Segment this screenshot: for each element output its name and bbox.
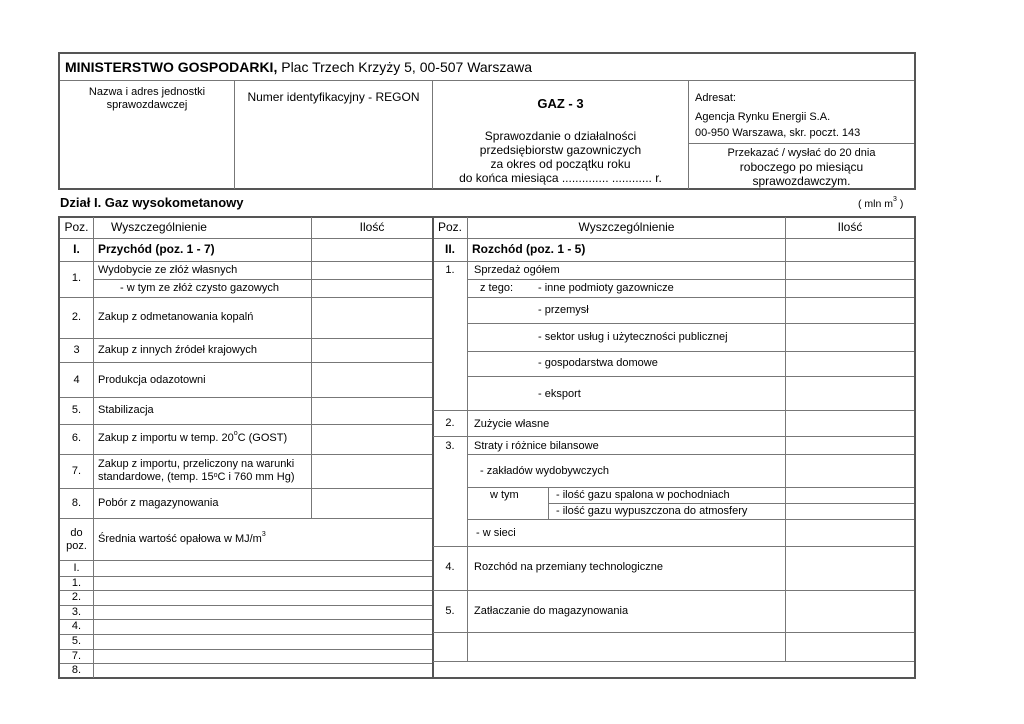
qty-input-income-2[interactable] — [312, 298, 432, 338]
row7-degree: o — [213, 472, 218, 479]
ministry-address: Plac Trzech Krzyży 5, 00-507 Warszawa — [277, 59, 533, 75]
row5-label: Stabilizacja — [98, 404, 154, 416]
row6-degree: o — [233, 430, 238, 437]
r3-wtym-label: w tym — [490, 489, 519, 501]
r1-num: 1. — [445, 264, 455, 276]
calorific-value-input[interactable] — [94, 576, 432, 590]
calorific-row-num: 4. — [71, 620, 82, 633]
left-col-spec-header: Wyszczególnienie — [111, 220, 207, 234]
calorific-value-input[interactable] — [94, 634, 432, 648]
report-line1: Sprawozdanie o działalności — [484, 129, 637, 143]
unit-name-label — [60, 86, 234, 111]
calorific-row-num: I. — [73, 562, 80, 574]
income-group-label: Przychód (poz. 1 - 7) — [98, 242, 215, 256]
addressee-label: Adresat: — [695, 92, 736, 104]
row4-num: 4 — [73, 374, 80, 386]
unit-label — [858, 198, 903, 210]
row8-num: 8. — [71, 497, 82, 509]
calorific-row-num: 1. — [71, 576, 82, 589]
unit-name-line2: sprawozdawczej — [106, 98, 188, 111]
expense-group-num: II. — [444, 242, 455, 256]
calorific-value-input[interactable] — [94, 649, 432, 663]
r1-industry-label: - przemysł — [538, 304, 589, 316]
addressee-address: 00-950 Warszawa, skr. poczt. 143 — [695, 127, 861, 139]
r1-households-label: - gospodarstwa domowe — [538, 357, 658, 369]
right-col-spec-header: Wyszczególnienie — [578, 220, 675, 234]
ministry-name: MINISTERSTWO GOSPODARKI, — [65, 59, 278, 75]
r1-ztego-label: z tego: — [480, 282, 514, 294]
calorific-value-input[interactable] — [94, 663, 432, 677]
row6-num: 6. — [71, 432, 82, 444]
left-row8-bottom — [60, 518, 432, 519]
unit-label-close: ) — [896, 198, 904, 210]
right-blank-bottom — [433, 661, 914, 662]
calorific-value-input[interactable] — [94, 605, 432, 619]
right-poz-col-line — [467, 217, 468, 661]
unit-name-line1: Nazwa i adres jednostki — [88, 86, 206, 98]
calorific-value-input[interactable] — [94, 619, 432, 633]
row6-label — [98, 432, 287, 445]
r3-vented-label: - ilość gazu wypuszczona do atmosfery — [556, 505, 748, 517]
r2-label: Zużycie własne — [474, 418, 550, 430]
r1-export-label: - eksport — [538, 388, 581, 400]
calorific-row-num: 7. — [71, 649, 82, 662]
row2-label: Zakup z odmetanowania kopalń — [98, 311, 254, 323]
r3-flare-label: - ilość gazu spalona w pochodniach — [556, 489, 730, 501]
qty-input-income-7[interactable] — [312, 455, 432, 488]
r3-num: 3. — [445, 440, 455, 452]
r4-num: 4. — [445, 561, 455, 573]
left-col-poz-header: Poz. — [64, 220, 89, 234]
unit-label-exp: 3 — [893, 196, 897, 203]
do-poz-label — [60, 527, 93, 553]
row3-label: Zakup z innych źródeł krajowych — [98, 344, 257, 356]
qty-input-expense-2[interactable] — [786, 411, 914, 436]
r1-services-label: - sektor usług i użyteczności publicznej — [538, 331, 728, 343]
right-col-poz-header: Poz. — [437, 220, 462, 234]
qty-input-income-4[interactable] — [312, 363, 432, 397]
qty-input-income-5[interactable] — [312, 398, 432, 424]
deadline-line3: sprawozdawczym. — [752, 174, 851, 188]
row7-line1: Zakup z importu, przeliczony na warunki — [98, 458, 295, 470]
qty-input-expense-1[interactable] — [786, 262, 914, 410]
qty-input-income-1b[interactable] — [312, 280, 432, 297]
report-period-line: do końca miesiąca .............. ............ r. — [459, 171, 662, 185]
r4-label: Rozchód na przemiany technologiczne — [474, 561, 663, 573]
do-text: do — [70, 527, 83, 539]
deadline-note — [689, 146, 914, 188]
report-line2: przedsiębiorstw gazowniczych — [479, 143, 642, 157]
deadline-line1: Przekazać / wysłać do 20 dnia — [727, 147, 876, 159]
r2-num: 2. — [445, 417, 455, 429]
form-code: GAZ - 3 — [537, 96, 584, 111]
row1-num: 1. — [71, 272, 82, 284]
addressee-divider — [689, 143, 914, 144]
expense-group-label: Rozchód (poz. 1 - 5) — [472, 242, 586, 256]
calorific-row-num: 3. — [71, 605, 82, 618]
r5-num: 5. — [445, 605, 455, 617]
row7-label — [98, 458, 295, 484]
r3-network-label: - w sieci — [476, 527, 516, 539]
row1a-label: Wydobycie ze złóż własnych — [98, 264, 238, 276]
addressee-name: Agencja Rynku Energii S.A. — [695, 111, 831, 123]
qty-input-income-6[interactable] — [312, 425, 432, 454]
calorific-text: Średnia wartość opałowa w MJ/m — [98, 533, 262, 545]
calorific-exp: 3 — [261, 531, 266, 538]
row7-num: 7. — [71, 465, 82, 477]
header-divider — [60, 80, 914, 81]
row4-label: Produkcja odazotowni — [98, 374, 206, 386]
calorific-value-input[interactable] — [94, 561, 432, 575]
r3-extraction-label: - zakładów wydobywczych — [480, 465, 609, 477]
calorific-value-input[interactable] — [94, 590, 432, 604]
section-title: Dział I. Gaz wysokometanowy — [60, 195, 244, 210]
row5-num: 5. — [71, 404, 82, 416]
row3-num: 3 — [73, 344, 80, 356]
row6-unit: C (GOST) — [237, 432, 288, 444]
row7-line2-text: standardowe, (temp. 15 — [98, 471, 214, 483]
r5-label: Zatłaczanie do magazynowania — [474, 605, 629, 617]
qty-input-expense-5[interactable] — [786, 591, 914, 632]
left-col-qty-header: Ilość — [359, 220, 385, 234]
qty-input-income-3[interactable] — [312, 339, 432, 362]
qty-input-income-8[interactable] — [312, 489, 432, 518]
unit-label-text: ( mln m — [858, 198, 893, 210]
qty-input-income-1a[interactable] — [312, 262, 432, 279]
row6-text: Zakup z importu w temp. 20 — [98, 432, 234, 444]
row7-line2 — [98, 471, 295, 484]
ministry-title — [65, 59, 532, 75]
r1-label: Sprzedaż ogółem — [474, 264, 560, 276]
poz-text: poz. — [66, 540, 87, 552]
r1-other-gas-label: - inne podmioty gazownicze — [538, 282, 674, 294]
calorific-row-num: 5. — [71, 635, 82, 647]
calorific-row-num: 2. — [71, 591, 82, 604]
regon-label: Numer identyfikacyjny - REGON — [247, 90, 420, 104]
row2-num: 2. — [71, 311, 82, 323]
row1b-label: - w tym ze złóż czysto gazowych — [120, 282, 279, 294]
row7-line2-unit: C i 760 mm Hg) — [217, 471, 295, 483]
row8-label: Pobór z magazynowania — [98, 497, 219, 509]
right-r5-bottom — [433, 632, 914, 633]
income-group-num: I. — [73, 242, 80, 256]
right-wtym-divider — [548, 488, 549, 519]
calorific-value-label — [98, 533, 266, 546]
report-line3: za okres od początku roku — [490, 157, 631, 171]
right-col-qty-header: Ilość — [837, 220, 863, 234]
calorific-row-num: 8. — [71, 664, 82, 677]
report-description — [433, 129, 688, 185]
r3-label: Straty i różnice bilansowe — [474, 440, 599, 452]
qty-input-expense-3[interactable] — [786, 437, 914, 546]
deadline-line2: roboczego po miesiącu — [739, 160, 864, 174]
qty-input-expense-4[interactable] — [786, 547, 914, 590]
